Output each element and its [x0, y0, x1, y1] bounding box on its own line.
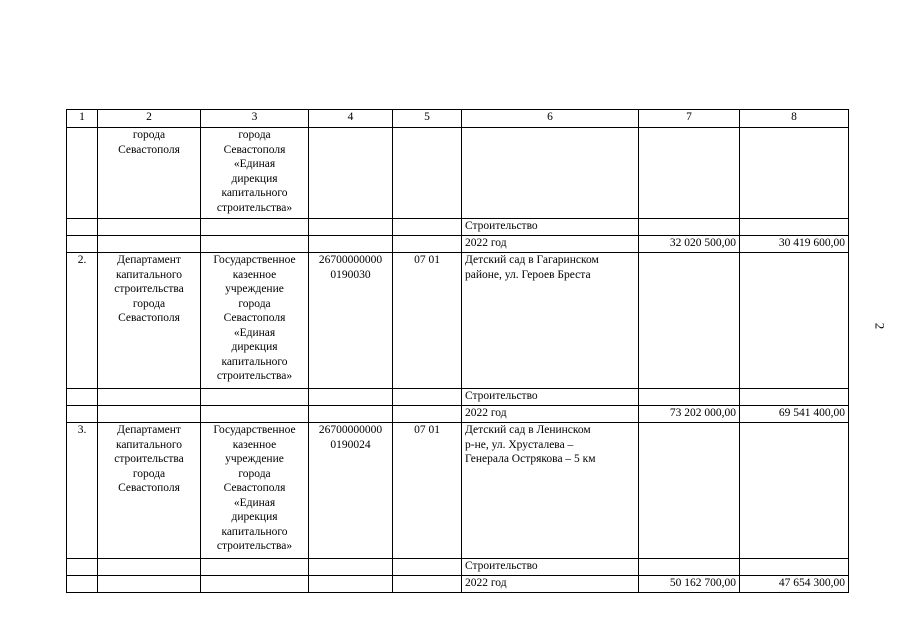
cell-amount-8: 69 541 400,00: [740, 406, 849, 423]
table-row: [67, 576, 849, 593]
cell-amount-7: 73 202 000,00: [639, 406, 740, 423]
column-header: 3: [201, 110, 309, 128]
table-row: [67, 559, 849, 576]
cell-object: Детский сад в Ленинском р-не, ул. Хрусталева – Генерала Острякова – 5 км: [462, 423, 639, 559]
cell-number: 3.: [67, 423, 98, 559]
column-header: 2: [98, 110, 201, 128]
appropriations-table: [66, 109, 849, 593]
cell-administrator: города Севастополя: [98, 128, 201, 219]
cell-year: 2022 год: [462, 576, 639, 593]
cell-amount-7: 50 162 700,00: [639, 576, 740, 593]
cell-amount-8: 47 654 300,00: [740, 576, 849, 593]
page-number: 2: [872, 322, 888, 330]
cell-amount-8: [740, 423, 849, 559]
cell-object: [462, 128, 639, 219]
cell-year: 2022 год: [462, 236, 639, 253]
table-row: [67, 389, 849, 406]
cell-recipient: Государственное казенное учреждение города Севастополя «Единая дирекция капитального строительства»: [201, 253, 309, 389]
cell-section: 07 01: [393, 253, 462, 389]
cell-amount-8: [740, 128, 849, 219]
cell-year: 2022 год: [462, 406, 639, 423]
cell-amount-8: 30 419 600,00: [740, 236, 849, 253]
cell-amount-8: [740, 253, 849, 389]
cell-object: Детский сад в Гагаринском районе, ул. Героев Бреста: [462, 253, 639, 389]
cell-amount-7: 32 020 500,00: [639, 236, 740, 253]
cell-code: 26700000000 0190024: [309, 423, 393, 559]
cell-amount-7: [639, 128, 740, 219]
cell-stage: Строительство: [462, 219, 639, 236]
column-header: 8: [740, 110, 849, 128]
cell-amount-7: [639, 423, 740, 559]
cell-stage: Строительство: [462, 559, 639, 576]
cell-number: 2.: [67, 253, 98, 389]
cell-stage: Строительство: [462, 389, 639, 406]
cell-code: [309, 128, 393, 219]
table-row: [67, 253, 849, 389]
table-row: [67, 406, 849, 423]
column-header: 4: [309, 110, 393, 128]
cell-section: [393, 128, 462, 219]
table-row: [67, 236, 849, 253]
column-header: 6: [462, 110, 639, 128]
cell-code: 26700000000 0190030: [309, 253, 393, 389]
cell-recipient: Государственное казенное учреждение города Севастополя «Единая дирекция капитального строительства»: [201, 423, 309, 559]
cell-section: 07 01: [393, 423, 462, 559]
cell-amount-7: [639, 253, 740, 389]
cell-administrator: Департамент капитального строительства города Севастополя: [98, 253, 201, 389]
table-row: [67, 219, 849, 236]
column-header: 7: [639, 110, 740, 128]
column-header: 1: [67, 110, 98, 128]
table-row: [67, 423, 849, 559]
column-number-row: [67, 110, 849, 128]
cell-administrator: Департамент капитального строительства города Севастополя: [98, 423, 201, 559]
cell-number: [67, 128, 98, 219]
column-header: 5: [393, 110, 462, 128]
table-row: [67, 128, 849, 219]
cell-recipient: города Севастополя «Единая дирекция капитального строительства»: [201, 128, 309, 219]
